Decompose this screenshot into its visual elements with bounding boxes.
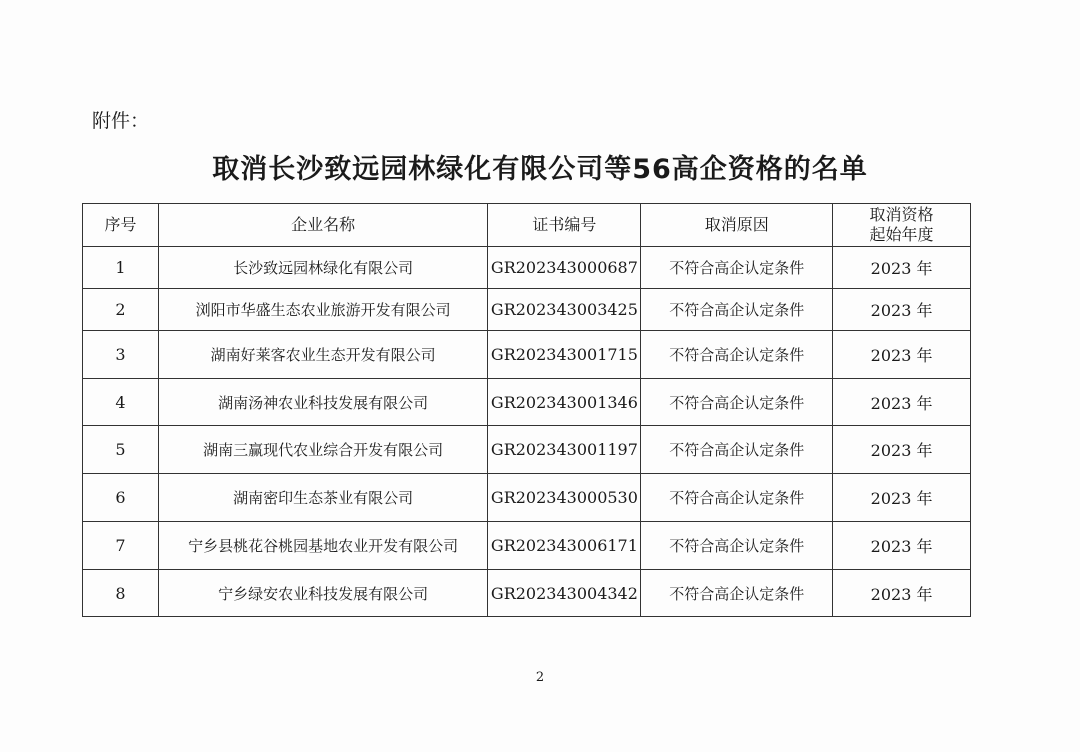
cell-name: 宁乡县桃花谷桃园基地农业开发有限公司 [158,522,488,570]
cell-name: 浏阳市华盛生态农业旅游开发有限公司 [158,289,488,331]
cell-no: 8 [83,570,159,617]
cell-no: 1 [83,247,159,289]
header-year-line1: 取消资格 [869,205,934,224]
cell-cert: GR202343003425 [488,289,641,331]
cell-no: 7 [83,522,159,570]
cell-no: 2 [83,289,159,331]
header-no: 序号 [83,204,159,247]
table-row [83,379,971,426]
cell-no: 5 [83,426,159,474]
table-row [83,331,971,379]
cell-reason: 不符合高企认定条件 [641,426,833,474]
cell-reason: 不符合高企认定条件 [641,570,833,617]
cell-name: 长沙致远园林绿化有限公司 [158,247,488,289]
cell-name: 湖南好莱客农业生态开发有限公司 [158,331,488,379]
cell-reason: 不符合高企认定条件 [641,289,833,331]
cell-name: 湖南密印生态茶业有限公司 [158,474,488,522]
cell-reason: 不符合高企认定条件 [641,474,833,522]
cell-reason: 不符合高企认定条件 [641,379,833,426]
cell-year: 2023 年 [833,570,971,617]
cell-year: 2023 年 [833,426,971,474]
attachment-label: 附件： [92,110,150,132]
cell-year: 2023 年 [833,331,971,379]
table-row [83,474,971,522]
page-number: 2 [535,670,545,685]
cell-cert: GR202343004342 [488,570,641,617]
cell-year: 2023 年 [833,247,971,289]
cell-year: 2023 年 [833,379,971,426]
document-title: 取消长沙致远园林绿化有限公司等56高企资格的名单 [212,154,868,185]
table-row [83,570,971,617]
table-row [83,426,971,474]
cell-reason: 不符合高企认定条件 [641,522,833,570]
header-name: 企业名称 [158,204,488,247]
revocation-table [82,203,971,617]
header-year [833,204,971,247]
cell-year: 2023 年 [833,289,971,331]
cell-reason: 不符合高企认定条件 [641,247,833,289]
header-year-line2: 起始年度 [869,225,934,244]
cell-year: 2023 年 [833,474,971,522]
table-row [83,289,971,331]
cell-name: 湖南汤神农业科技发展有限公司 [158,379,488,426]
cell-cert: GR202343001197 [488,426,641,474]
header-reason: 取消原因 [641,204,833,247]
table-header [83,204,971,247]
cell-no: 4 [83,379,159,426]
cell-cert: GR202343000687 [488,247,641,289]
cell-name: 宁乡绿安农业科技发展有限公司 [158,570,488,617]
cell-no: 3 [83,331,159,379]
header-cert: 证书编号 [488,204,641,247]
cell-cert: GR202343001346 [488,379,641,426]
cell-no: 6 [83,474,159,522]
cell-year: 2023 年 [833,522,971,570]
cell-name: 湖南三赢现代农业综合开发有限公司 [158,426,488,474]
cell-reason: 不符合高企认定条件 [641,331,833,379]
table-row [83,522,971,570]
cell-cert: GR202343000530 [488,474,641,522]
table-row [83,247,971,289]
cell-cert: GR202343001715 [488,331,641,379]
cell-cert: GR202343006171 [488,522,641,570]
